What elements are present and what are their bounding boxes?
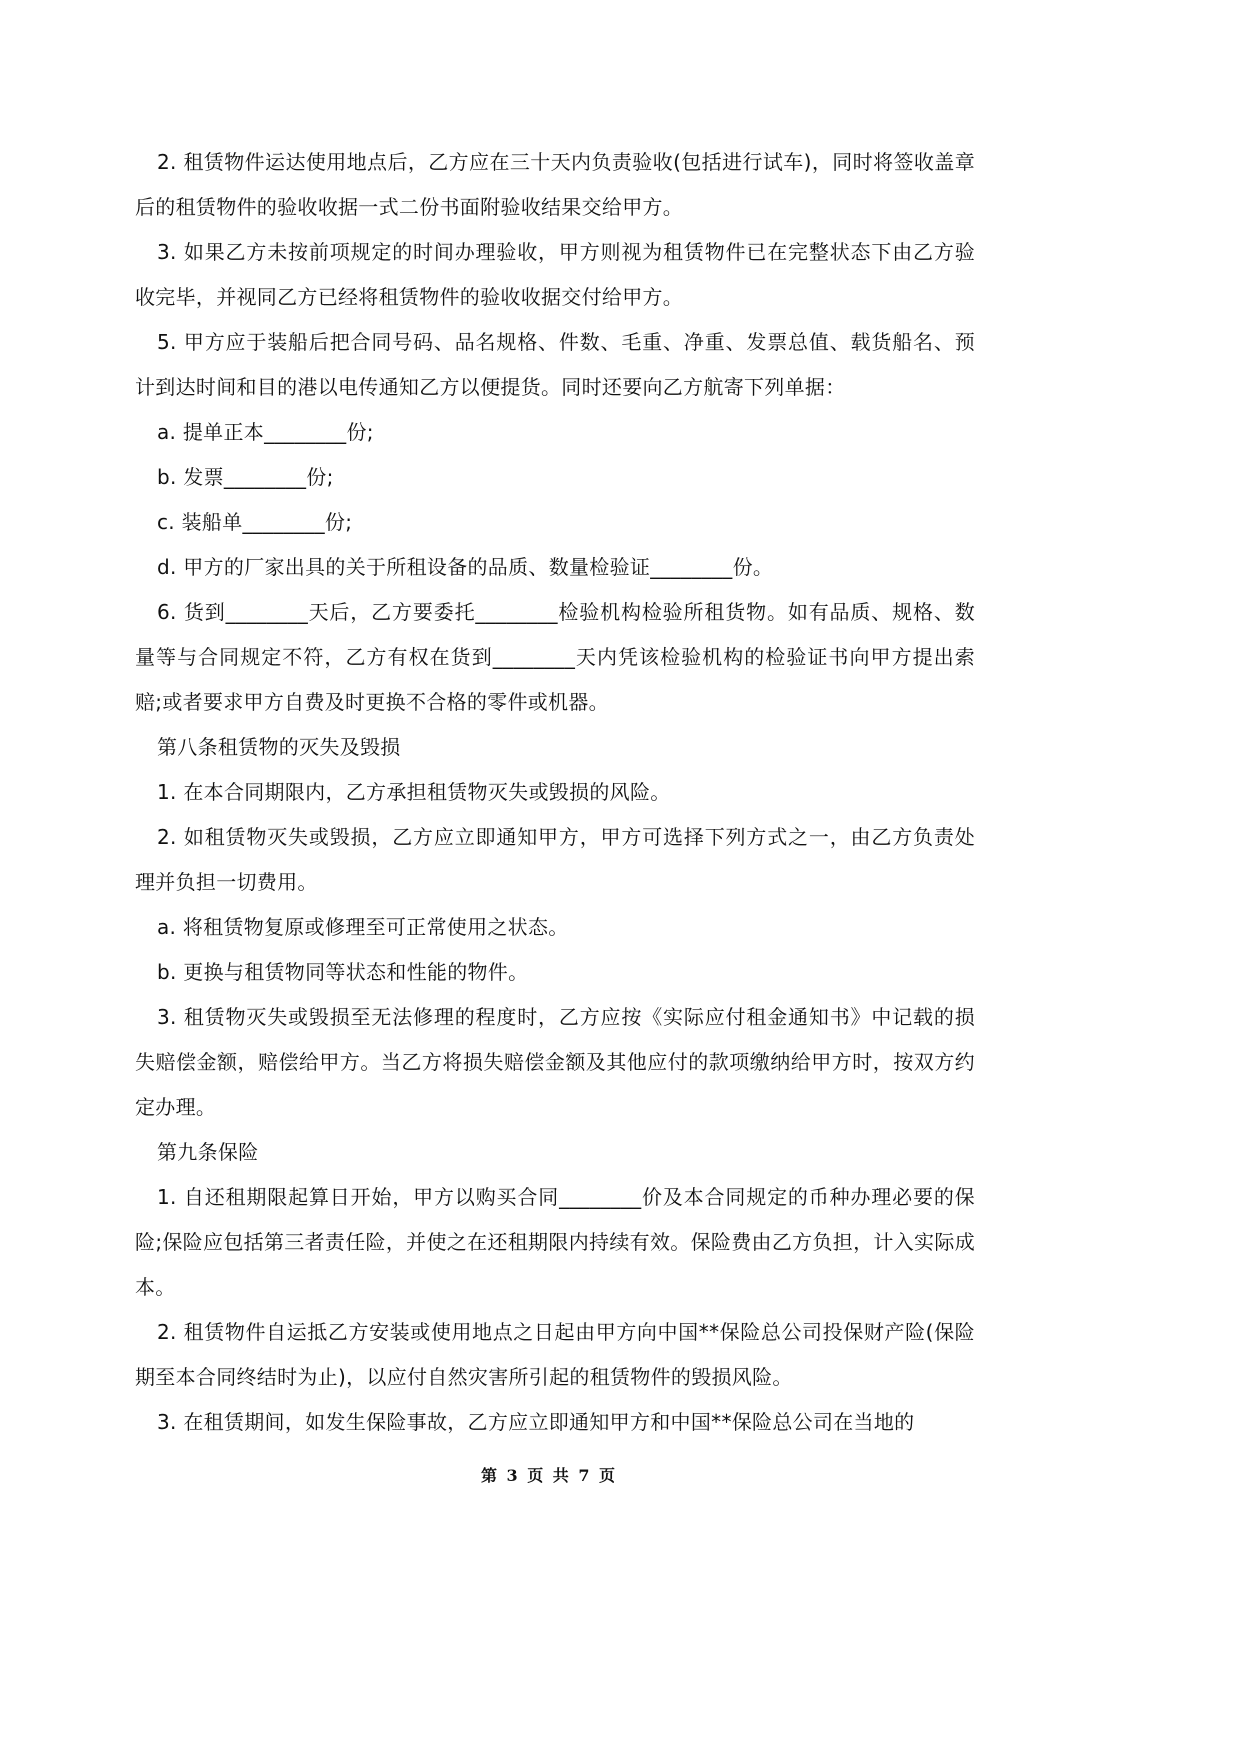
list-item: c. 装船单________份; (157, 510, 353, 534)
paragraph: 5. 甲方应于装船后把合同号码、品名规格、件数、毛重、净重、发票总值、载货船名、预计到达时间和目的港以电传通知乙方以便提货。同时还要向乙方航寄下列单据： (135, 330, 975, 399)
paragraph: 2. 租赁物件运达使用地点后，乙方应在三十天内负责验收(包括进行试车)，同时将签收盖章后的租赁物件的验收收据一式二份书面附验收结果交给甲方。 (135, 150, 975, 219)
paragraph: 3. 租赁物灭失或毁损至无法修理的程度时，乙方应按《实际应付租金通知书》中记载的损失赔偿金额，赔偿给甲方。当乙方将损失赔偿金额及其他应付的款项缴纳给甲方时，按双方约定办理。 (135, 1005, 975, 1119)
paragraph: 1. 在本合同期限内，乙方承担租赁物灭失或毁损的风险。 (157, 780, 671, 804)
paragraph: 3. 在租赁期间，如发生保险事故，乙方应立即通知甲方和中国**保险总公司在当地的 (157, 1410, 915, 1434)
list-item: a. 将租赁物复原或修理至可正常使用之状态。 (157, 915, 569, 939)
section-heading: 第八条租赁物的灭失及毁损 (157, 735, 401, 759)
section-heading: 第九条保险 (157, 1140, 259, 1164)
list-item: a. 提单正本________份; (157, 420, 374, 444)
paragraph: 3. 如果乙方未按前项规定的时间办理验收，甲方则视为租赁物件已在完整状态下由乙方验收完毕，并视同乙方已经将租赁物件的验收收据交付给甲方。 (135, 240, 975, 309)
list-item: b. 发票________份; (157, 465, 334, 489)
document-body (135, 140, 975, 1445)
paragraph: 6. 货到________天后，乙方要委托________检验机构检验所租货物。如有品质、规格、数量等与合同规定不符，乙方有权在货到________天内凭该检验机构的检验证书向甲方提出索赔;或者要求甲方自费及时更换不合格的零件或机器。 (135, 600, 975, 714)
paragraph: 2. 如租赁物灭失或毁损，乙方应立即通知甲方，甲方可选择下列方式之一，由乙方负责处理并负担一切费用。 (135, 825, 975, 894)
page-number-footer: 第 3 页 共 7 页 (480, 1466, 618, 1485)
list-item: b. 更换与租赁物同等状态和性能的物件。 (157, 960, 529, 984)
list-item: d. 甲方的厂家出具的关于所租设备的品质、数量检验证________份。 (157, 555, 774, 579)
paragraph: 2. 租赁物件自运抵乙方安装或使用地点之日起由甲方向中国**保险总公司投保财产险(保险期至本合同终结时为止)，以应付自然灾害所引起的租赁物件的毁损风险。 (135, 1320, 975, 1389)
paragraph: 1. 自还租期限起算日开始，甲方以购买合同________价及本合同规定的币种办理必要的保险;保险应包括第三者责任险，并使之在还租期限内持续有效。保险费由乙方负担，计入实际成本。 (135, 1185, 975, 1299)
